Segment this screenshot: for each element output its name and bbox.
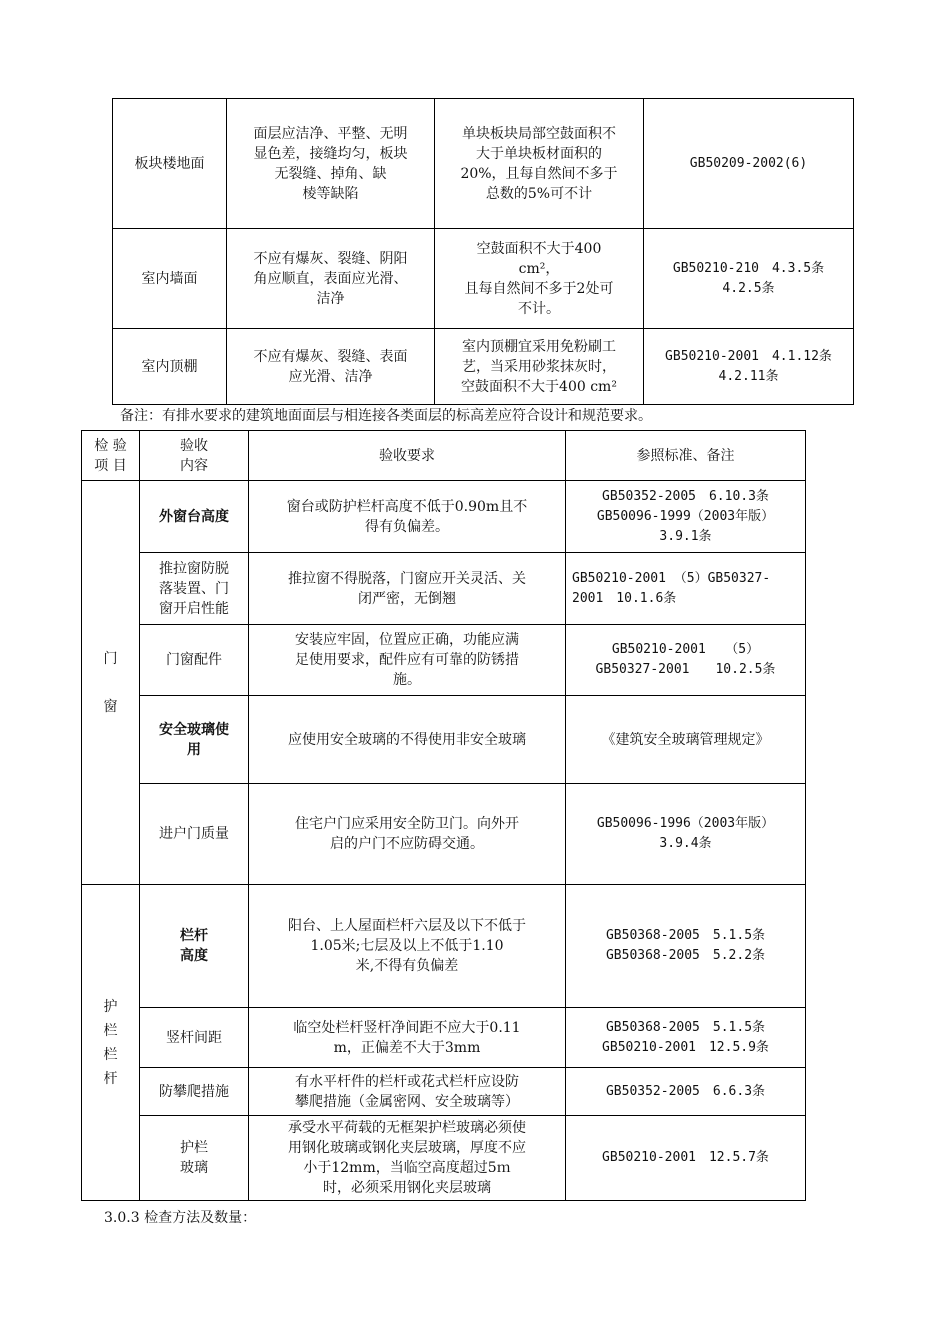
flooring-wall-ceiling-table (112, 98, 854, 405)
table-row (82, 1068, 806, 1116)
content-cell: 安全玻璃使 用 (140, 696, 249, 784)
requirement-cell: 推拉窗不得脱落，门窗应开关灵活、关 闭严密，无倒翘 (249, 553, 566, 625)
header-reference-standard: 参照标准、备注 (566, 431, 806, 481)
door-window-railing-table (81, 430, 806, 1201)
table-row (82, 1008, 806, 1068)
reference-cell: GB50352-2005 6.6.3条 (566, 1068, 806, 1116)
table-row (82, 625, 806, 696)
content-cell: 外窗台高度 (140, 481, 249, 553)
requirement-cell: 应使用安全玻璃的不得使用非安全玻璃 (249, 696, 566, 784)
requirement-cell: 单块板块局部空鼓面积不 大于单块板材面积的 20%，且每自然间不多于 总数的5%可不计 (435, 99, 644, 229)
requirement-cell: 有水平杆件的栏杆或花式栏杆应设防 攀爬措施（金属密网、安全玻璃等） (249, 1068, 566, 1116)
requirement-cell: 安装应牢固，位置应正确，功能应满 足使用要求，配件应有可靠的防锈措 施。 (249, 625, 566, 696)
requirement-cell: 窗台或防护栏杆高度不低于0.90m且不 得有负偏差。 (249, 481, 566, 553)
table-row (82, 553, 806, 625)
reference-cell: GB50209-2002(6) (644, 99, 854, 229)
item-cell: 室内顶棚 (113, 329, 227, 405)
reference-cell: GB50368-2005 5.1.5条 GB50368-2005 5.2.2条 (566, 885, 806, 1008)
reference-cell: GB50210-2001 （5）GB50327- 2001 10.1.6条 (566, 553, 806, 625)
table-row (82, 481, 806, 553)
item-cell: 板块楼地面 (113, 99, 227, 229)
section-heading: 3.0.3 检查方法及数量： (104, 1210, 257, 1226)
reference-cell: GB50096-1996（2003年版） 3.9.4条 (566, 784, 806, 885)
content-cell: 推拉窗防脱 落装置、门 窗开启性能 (140, 553, 249, 625)
content-cell: 门窗配件 (140, 625, 249, 696)
requirement-cell: 空鼓面积不大于400 cm²， 且每自然间不多于2处可 不计。 (435, 229, 644, 329)
table-row (113, 229, 854, 329)
reference-cell: 《建筑安全玻璃管理规定》 (566, 696, 806, 784)
group-door-window: 门 窗 (82, 481, 140, 885)
reference-cell: GB50210-2001 （5） GB50327-2001 10.2.5条 (566, 625, 806, 696)
reference-cell: GB50210-210 4.3.5条 4.2.5条 (644, 229, 854, 329)
table-row (82, 885, 806, 1008)
content-cell: 护栏 玻璃 (140, 1116, 249, 1201)
requirement-cell: 室内顶棚宜采用免粉刷工 艺，当采用砂浆抹灰时， 空鼓面积不大于400 cm² (435, 329, 644, 405)
table-row (82, 1116, 806, 1201)
content-cell: 栏杆 高度 (140, 885, 249, 1008)
table-row (113, 99, 854, 229)
requirement-cell: 住宅户门应采用安全防卫门。向外开 启的户门不应防碍交通。 (249, 784, 566, 885)
content-cell: 竖杆间距 (140, 1008, 249, 1068)
reference-cell: GB50352-2005 6.10.3条 GB50096-1999（2003年版） 3.9.1条 (566, 481, 806, 553)
table-row (82, 784, 806, 885)
reference-cell: GB50368-2005 5.1.5条 GB50210-2001 12.5.9条 (566, 1008, 806, 1068)
header-inspection-item: 检 验 项 目 (82, 431, 140, 481)
content-cell: 进户门质量 (140, 784, 249, 885)
content-cell: 不应有爆灰、裂缝、表面 应光滑、洁净 (227, 329, 435, 405)
reference-cell: GB50210-2001 4.1.12条 4.2.11条 (644, 329, 854, 405)
requirement-cell: 阳台、上人屋面栏杆六层及以下不低于 1.05米;七层及以上不低于1.10 米,不得有负偏差 (249, 885, 566, 1008)
requirement-cell: 临空处栏杆竖杆净间距不应大于0.11 m，正偏差不大于3mm (249, 1008, 566, 1068)
content-cell: 面层应洁净、平整、无明 显色差，接缝均匀，板块 无裂缝、掉角、缺 棱等缺陷 (227, 99, 435, 229)
table-row (113, 329, 854, 405)
content-cell: 不应有爆灰、裂缝、阴阳 角应顺直，表面应光滑、 洁净 (227, 229, 435, 329)
table-header-row (82, 431, 806, 481)
group-railing: 护 栏 栏 杆 (82, 885, 140, 1201)
requirement-cell: 承受水平荷载的无框架护栏玻璃必须使 用钢化玻璃或钢化夹层玻璃，厚度不应 小于12mm，当临空高度超过5ｍ 时，必须采用钢化夹层玻璃 (249, 1116, 566, 1201)
reference-cell: GB50210-2001 12.5.7条 (566, 1116, 806, 1201)
table-row (82, 696, 806, 784)
item-cell: 室内墙面 (113, 229, 227, 329)
content-cell: 防攀爬措施 (140, 1068, 249, 1116)
remark-note: 备注：有排水要求的建筑地面面层与相连接各类面层的标高差应符合设计和规范要求。 (120, 408, 652, 424)
header-acceptance-requirement: 验收要求 (249, 431, 566, 481)
header-acceptance-content: 验收 内容 (140, 431, 249, 481)
